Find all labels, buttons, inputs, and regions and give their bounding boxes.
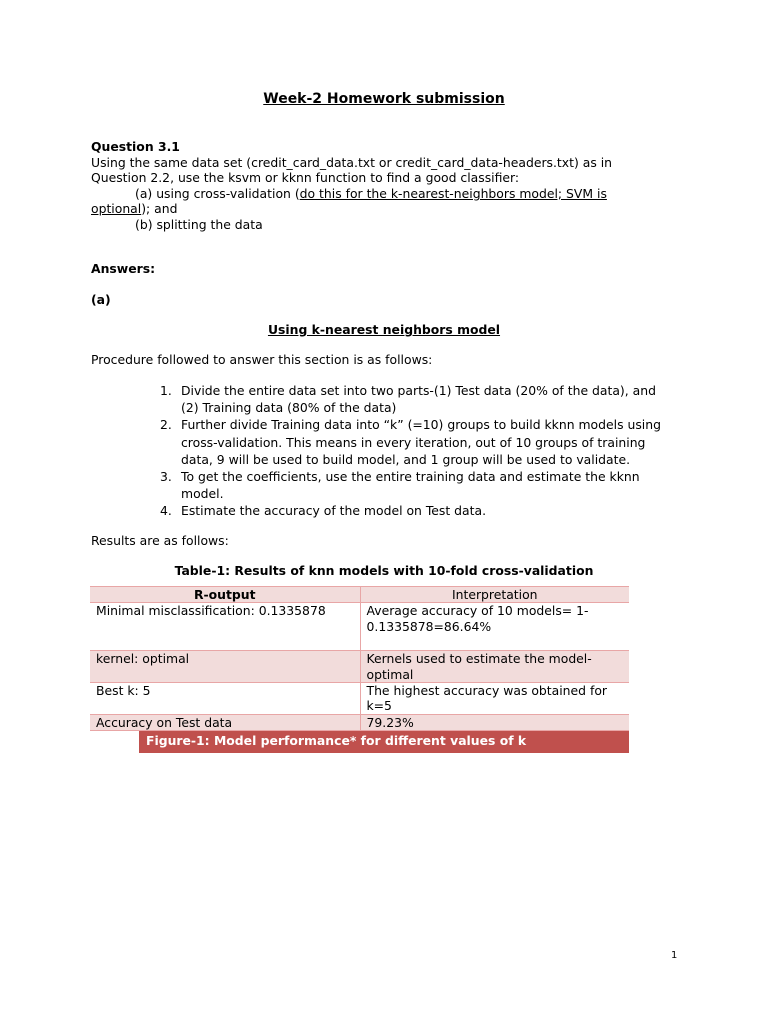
knn-section-heading: Using k-nearest neighbors model	[267, 322, 501, 337]
question-item-b: (b) splitting the data	[135, 216, 263, 232]
step-number: 1.	[160, 383, 172, 398]
table-cell-r-output: kernel: optimal	[90, 651, 360, 683]
interpretation-line: 79.23%	[366, 714, 414, 730]
item-a-underlined-part-1: do this for the k-nearest-neighbors model; SVM is	[299, 185, 607, 201]
results-intro: Results are as follows:	[91, 533, 229, 548]
figure-caption: Figure-1: Model performance* for different values of k	[139, 731, 629, 753]
step-line: cross-validation. This means in every iteration, out of 10 groups of training	[181, 434, 646, 450]
page-number: 1	[671, 950, 678, 961]
step-number: 4.	[160, 503, 172, 519]
procedure-step	[160, 416, 680, 468]
table-cell-r-output: Minimal misclassification: 0.1335878	[90, 603, 360, 651]
table-cell-r-output: Accuracy on Test data	[90, 714, 360, 730]
interpretation-line: optimal	[366, 666, 414, 682]
interpretation-line: Kernels used to estimate the model-	[366, 651, 592, 667]
step-line: Further divide Training data into “k” (=10) groups to build kknn models using	[181, 417, 661, 433]
item-a-underlined-part-2: optional	[91, 201, 142, 217]
question-item-a-continued	[91, 201, 651, 217]
item-a-prefix: (a) using cross-validation (	[135, 185, 300, 201]
table-cell-interpretation	[360, 714, 629, 730]
part-a-label: (a)	[91, 292, 111, 307]
results-table	[90, 586, 629, 731]
table-cell-interpretation	[360, 603, 629, 651]
answers-label: Answers:	[91, 261, 156, 276]
step-line: Divide the entire data set into two parts-(1) Test data (20% of the data), and	[181, 383, 656, 398]
step-line: (2) Training data (80% of the data)	[181, 400, 397, 416]
procedure-steps-list	[160, 382, 680, 520]
question-text-line-1: Using the same data set (credit_card_data.txt or credit_card_data-headers.txt) as in	[91, 154, 613, 170]
interpretation-line: 0.1335878=86.64%	[366, 618, 492, 634]
question-text-line-2: Question 2.2, use the ksvm or kknn function to find a good classifier:	[91, 170, 520, 186]
procedure-step	[160, 382, 680, 416]
interpretation-line: Average accuracy of 10 models= 1-	[366, 603, 589, 619]
interpretation-line: k=5	[366, 698, 392, 714]
table-caption: Table-1: Results of knn models with 10-fold cross-validation	[174, 563, 594, 578]
procedure-intro: Procedure followed to answer this section is as follows:	[91, 352, 433, 367]
step-number: 2.	[160, 417, 172, 433]
table-header-row	[90, 587, 629, 603]
table-row	[90, 714, 629, 730]
table-row	[90, 683, 629, 715]
table-header-interpretation: Interpretation	[360, 587, 629, 603]
procedure-step	[160, 468, 680, 502]
step-line: model.	[181, 486, 224, 502]
procedure-step	[160, 502, 680, 519]
question-block	[91, 139, 651, 233]
table-cell-r-output: Best k: 5	[90, 683, 360, 715]
item-a-suffix: ); and	[141, 201, 178, 217]
interpretation-line: The highest accuracy was obtained for	[366, 683, 607, 699]
table-row	[90, 603, 629, 651]
question-label: Question 3.1	[91, 139, 180, 154]
document-title: Week-2 Homework submission	[263, 91, 505, 107]
table-header-r-output: R-output	[90, 587, 360, 603]
step-number: 3.	[160, 469, 172, 485]
step-line: data, 9 will be used to build model, and 1 group will be used to validate.	[181, 451, 631, 467]
question-item-a	[91, 186, 651, 202]
step-line: To get the coefficients, use the entire training data and estimate the kknn	[181, 469, 640, 485]
table-cell-interpretation	[360, 651, 629, 683]
table-row	[90, 651, 629, 683]
step-line: Estimate the accuracy of the model on Test data.	[181, 503, 487, 519]
table-cell-interpretation	[360, 683, 629, 715]
